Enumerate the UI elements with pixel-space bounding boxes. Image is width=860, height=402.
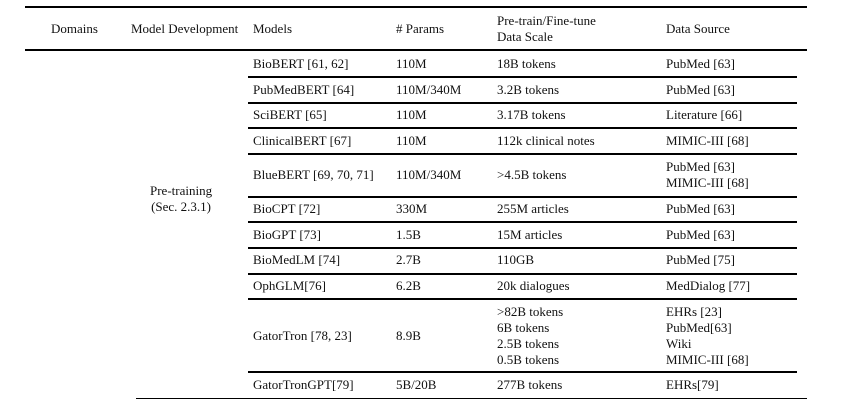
scale-line: 2.5B tokens <box>497 336 560 351</box>
cell-params: 6.2B <box>396 278 421 293</box>
source-line: EHRs [23] <box>666 304 722 319</box>
cell-model: BioCPT [72] <box>253 201 321 216</box>
cell-params: 5B/20B <box>396 377 437 392</box>
scale-line: 0.5B tokens <box>497 352 560 367</box>
row-rule <box>248 153 797 155</box>
header-data-source: Data Source <box>666 21 730 36</box>
group-label-pretraining <box>150 183 212 215</box>
cell-scale: 110GB <box>497 252 535 267</box>
row-rule <box>248 127 797 129</box>
group-label-line1: Pre-training <box>150 183 213 198</box>
cell-source: PubMed [63] <box>666 56 735 71</box>
cell-source: PubMed [63] <box>666 201 735 216</box>
cell-source <box>666 304 749 368</box>
header-data-scale-line1: Pre-train/Fine-tune <box>497 13 596 28</box>
row-rule <box>248 298 797 300</box>
cell-scale: 3.17B tokens <box>497 107 566 122</box>
row-rule <box>248 273 797 275</box>
cell-scale: 3.2B tokens <box>497 82 560 97</box>
source-line: PubMed [63] <box>666 159 735 174</box>
cell-params: 110M <box>396 107 427 122</box>
header-rule <box>25 49 807 51</box>
cell-params: 110M <box>396 56 427 71</box>
cell-model: BlueBERT [69, 70, 71] <box>253 167 374 182</box>
row-rule <box>248 76 797 78</box>
cell-model: BioGPT [73] <box>253 227 322 242</box>
source-line: PubMed[63] <box>666 320 732 335</box>
top-rule <box>25 6 807 8</box>
cell-params: 330M <box>396 201 428 216</box>
bottom-rule <box>136 398 807 399</box>
cell-scale: 112k clinical notes <box>497 133 595 148</box>
header-data-scale <box>497 13 596 45</box>
row-rule <box>248 196 797 198</box>
cell-params: 1.5B <box>396 227 421 242</box>
cell-model: BioBERT [61, 62] <box>253 56 349 71</box>
cell-scale: >4.5B tokens <box>497 167 567 182</box>
cell-model: ClinicalBERT [67] <box>253 133 352 148</box>
cell-source: PubMed [63] <box>666 227 735 242</box>
row-rule <box>248 221 797 223</box>
cell-source: EHRs[79] <box>666 377 719 392</box>
cell-source: PubMed [63] <box>666 82 735 97</box>
cell-source: MedDialog [77] <box>666 278 751 293</box>
cell-scale: 20k dialogues <box>497 278 570 293</box>
cell-model: OphGLM[76] <box>253 278 326 293</box>
source-line: MIMIC-III [68] <box>666 175 749 190</box>
cell-model: SciBERT [65] <box>253 107 327 122</box>
cell-model: PubMedBERT [64] <box>253 82 355 97</box>
header-model-development: Model Development <box>131 21 239 36</box>
cell-params: 110M/340M <box>396 167 462 182</box>
row-rule <box>248 102 797 104</box>
scale-line: >82B tokens <box>497 304 564 319</box>
cell-params: 2.7B <box>396 252 421 267</box>
cell-params: 8.9B <box>396 328 421 343</box>
source-line: Wiki <box>666 336 692 351</box>
header-domains: Domains <box>51 21 98 36</box>
cell-source: MIMIC-III [68] <box>666 133 749 148</box>
cell-scale: 18B tokens <box>497 56 556 71</box>
header-data-scale-line2: Data Scale <box>497 29 553 44</box>
cell-source: Literature [66] <box>666 107 743 122</box>
cell-scale: 277B tokens <box>497 377 563 392</box>
cell-model: GatorTron [78, 23] <box>253 328 352 343</box>
row-rule <box>248 371 797 373</box>
row-rule <box>248 247 797 249</box>
cell-source <box>666 159 749 191</box>
cell-scale: 255M articles <box>497 201 569 216</box>
cell-scale <box>497 304 563 368</box>
cell-source: PubMed [75] <box>666 252 735 267</box>
cell-model: BioMedLM [74] <box>253 252 341 267</box>
cell-params: 110M/340M <box>396 82 462 97</box>
header-params: # Params <box>396 21 445 36</box>
cell-params: 110M <box>396 133 427 148</box>
cell-scale: 15M articles <box>497 227 563 242</box>
scale-line: 6B tokens <box>497 320 550 335</box>
header-models: Models <box>253 21 292 36</box>
source-line: MIMIC-III [68] <box>666 352 749 367</box>
cell-model: GatorTronGPT[79] <box>253 377 354 392</box>
group-label-line2: (Sec. 2.3.1) <box>151 199 212 214</box>
